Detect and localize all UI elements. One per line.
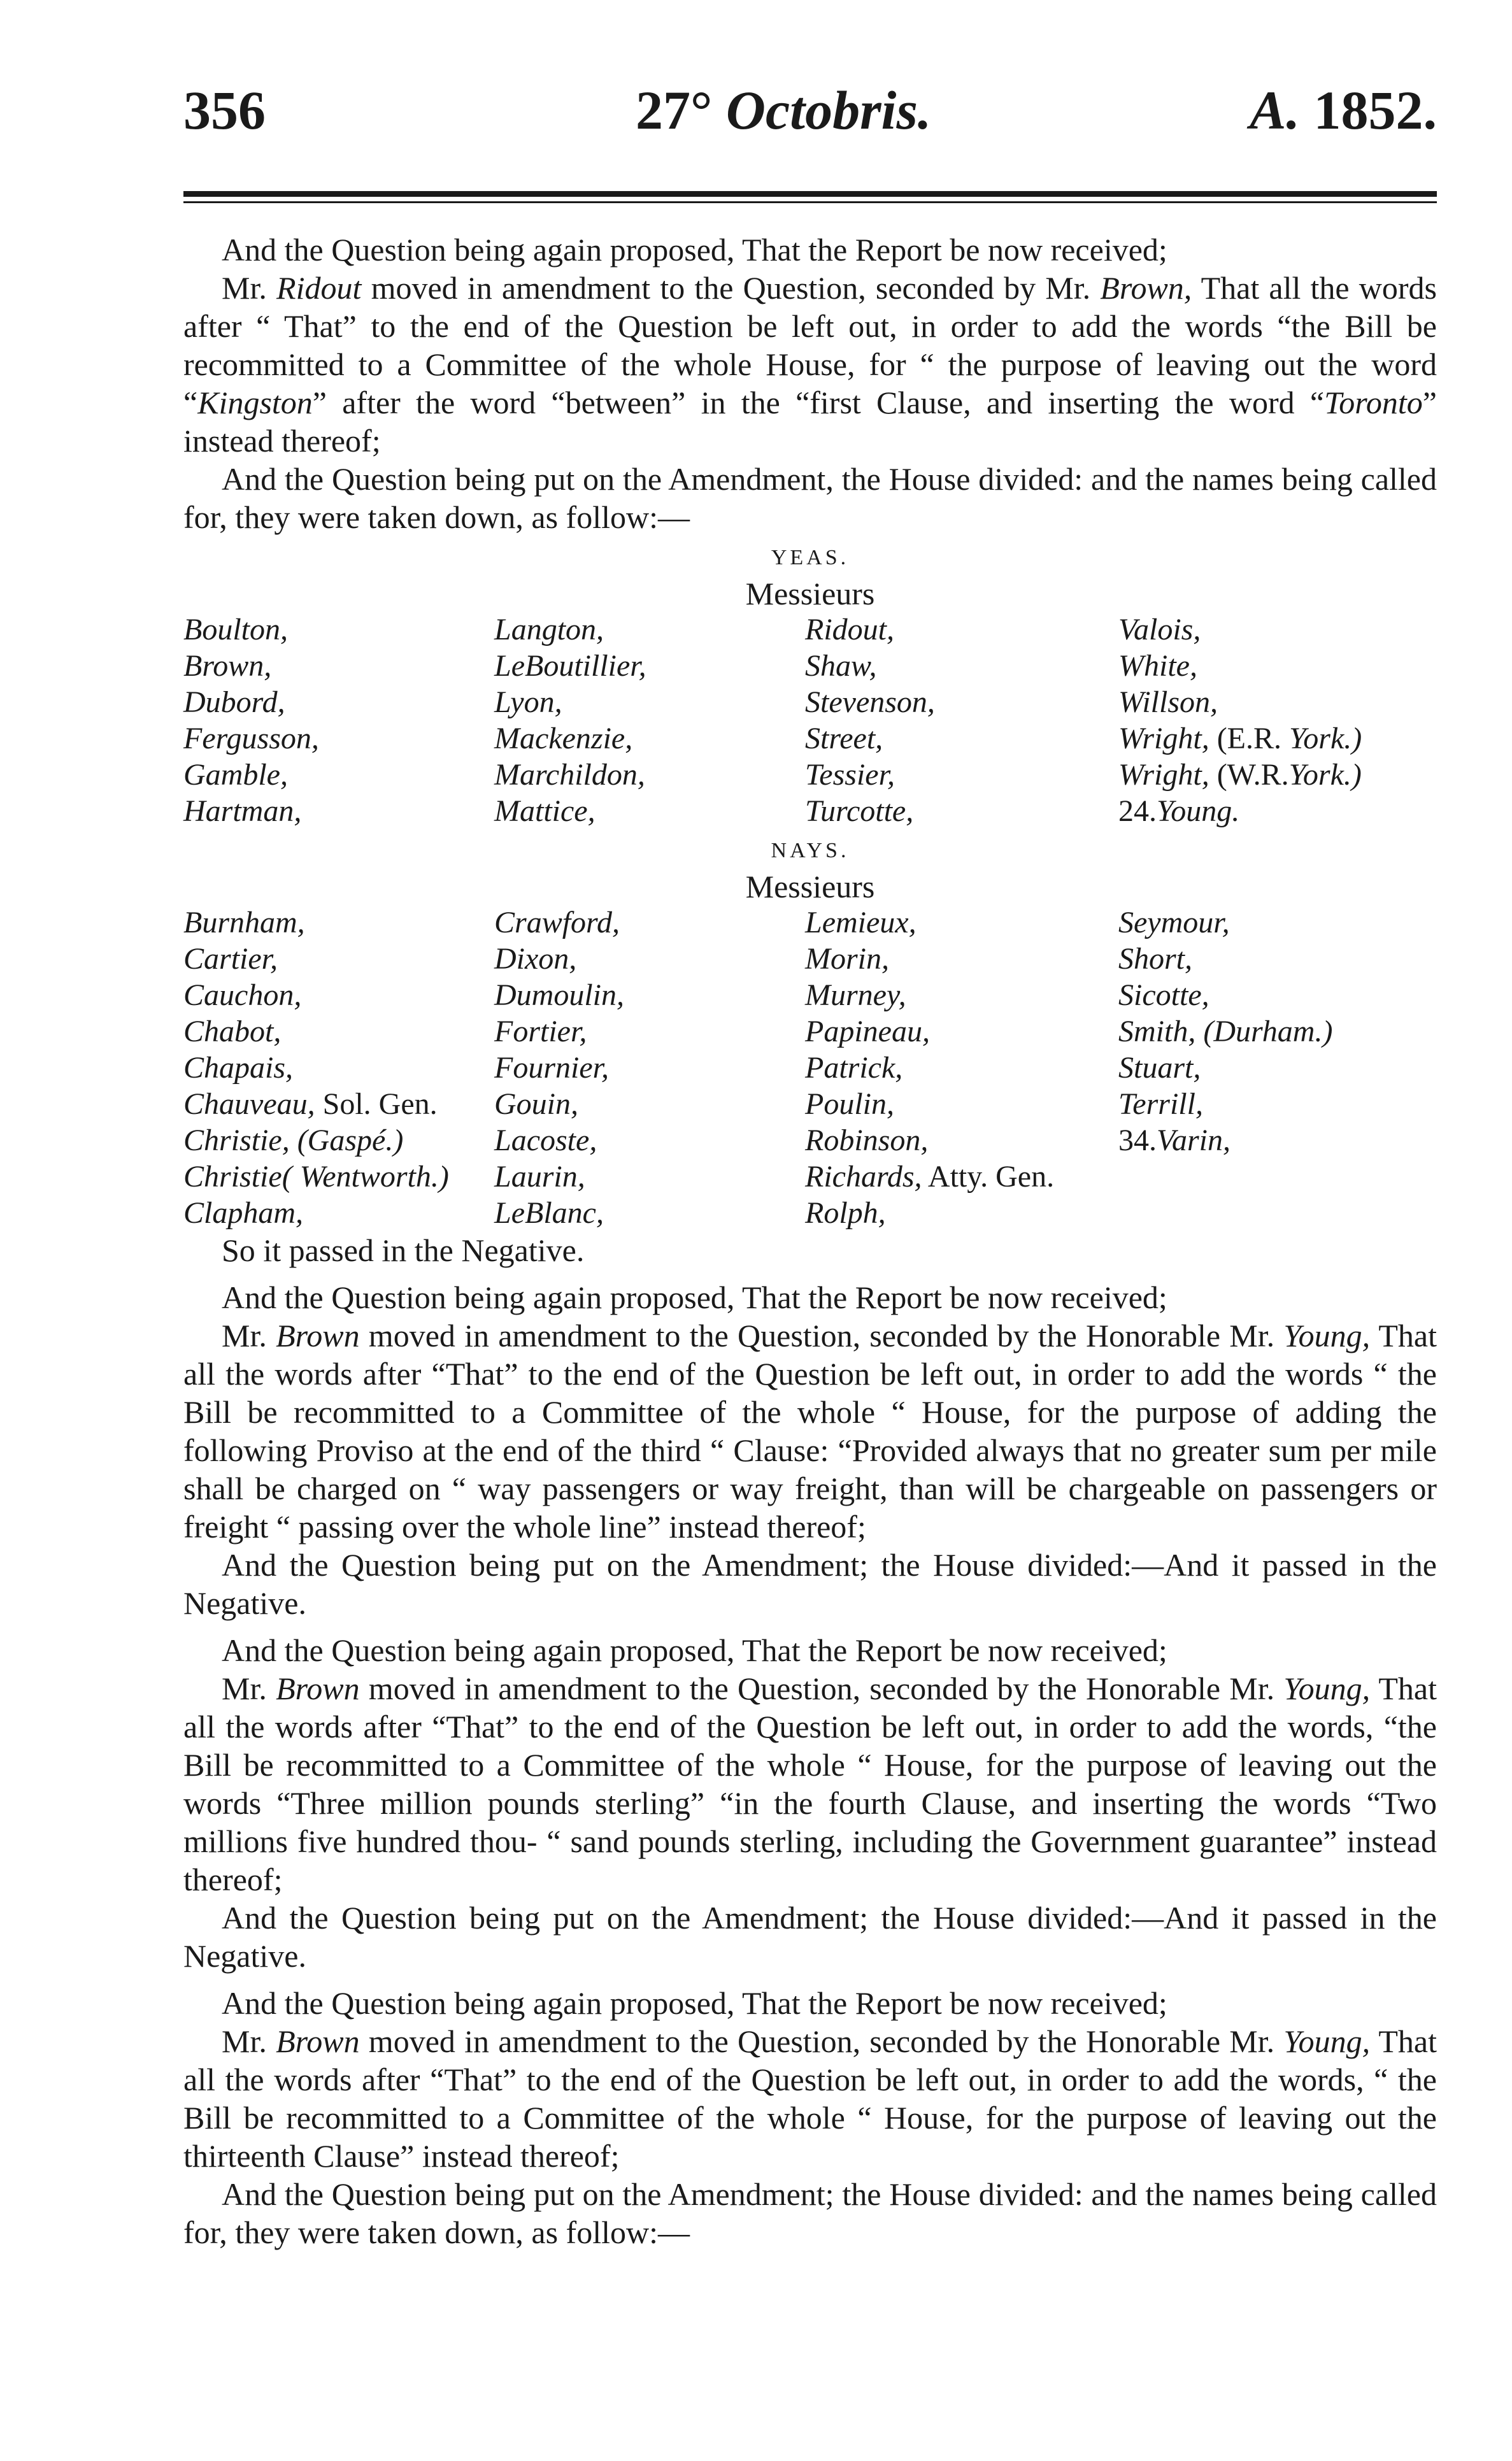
- name-cell: [183, 720, 494, 757]
- name-cell: [805, 757, 1118, 793]
- name-row: [183, 1122, 1437, 1159]
- member-name: Shaw,: [805, 649, 877, 683]
- name-cell: [1118, 1013, 1437, 1050]
- name-row: [183, 977, 1437, 1013]
- member-name: Dixon,: [494, 942, 577, 976]
- member-suffix: Atty. Gen.: [922, 1160, 1055, 1194]
- header-rule-thin: [183, 201, 1437, 203]
- name-cell: [494, 720, 805, 757]
- name-row: [183, 1086, 1437, 1122]
- member-name: Varin,: [1157, 1124, 1231, 1157]
- paragraph-amendment-4: [183, 2022, 1437, 2175]
- nays-messieurs: Messieurs: [745, 869, 875, 904]
- member-name: Street,: [805, 722, 883, 755]
- seconder-name: Young,: [1283, 1671, 1371, 1706]
- name-cell: [183, 1195, 494, 1231]
- name-cell: [183, 1086, 494, 1122]
- member-name: Fournier,: [494, 1051, 609, 1085]
- vote-count: 24.: [1118, 794, 1157, 828]
- name-cell: [805, 1195, 1118, 1231]
- page-number: 356: [183, 80, 266, 141]
- text-mr: Mr.: [222, 270, 267, 306]
- name-cell: [805, 1086, 1118, 1122]
- paragraph-division-3: And the Question being put on the Amendment; the House divided:—And it passed in the Negative.: [183, 1900, 1437, 1974]
- mover-name: Brown: [276, 2023, 360, 2059]
- member-name: Lemieux,: [805, 906, 916, 939]
- name-cell: [805, 611, 1118, 648]
- member-name: Willson,: [1118, 685, 1218, 719]
- member-name: Chauveau,: [183, 1087, 315, 1121]
- name-cell: [183, 977, 494, 1013]
- name-row: [183, 941, 1437, 977]
- member-name: Lyon,: [494, 685, 562, 719]
- member-name: Terrill,: [1118, 1087, 1203, 1121]
- name-cell: [805, 684, 1118, 720]
- quoted-word: Toronto: [1324, 385, 1423, 420]
- header-year: [1250, 75, 1437, 145]
- yeas-table: [183, 611, 1437, 829]
- member-name: Chabot,: [183, 1015, 282, 1048]
- amendment-text: moved in amendment to the Question, seconded by Mr.: [371, 270, 1091, 306]
- amendment-text: moved in amendment to the Question, seconded by the Honorable Mr.: [368, 1671, 1275, 1706]
- text-mr: Mr.: [222, 1671, 267, 1706]
- name-cell: [1118, 720, 1437, 757]
- page-header: [183, 75, 1437, 145]
- name-cell: [1118, 1086, 1437, 1122]
- name-cell: [1118, 648, 1437, 684]
- member-name: Sicotte,: [1118, 978, 1209, 1012]
- name-cell: [1118, 977, 1437, 1013]
- name-cell: [1118, 793, 1437, 829]
- member-name: Seymour,: [1118, 906, 1230, 939]
- name-cell: [1118, 757, 1437, 793]
- name-cell: [1118, 941, 1437, 977]
- header-month: Octobris.: [725, 80, 932, 141]
- text-mr: Mr.: [222, 2023, 267, 2059]
- name-cell: [805, 904, 1118, 941]
- name-cell: [183, 684, 494, 720]
- member-name: Cartier,: [183, 942, 278, 976]
- member-name: Brown,: [183, 649, 272, 683]
- paragraph-division-4: And the Question being put on the Amendment; the House divided: and the names being called for, they were taken down, as follow:—: [183, 2176, 1437, 2250]
- amendment-text: That all the words after “That” to the end of the Question be left out, in order to add the words, “the Bill be recommitted to a Committee of the whole “ House, for the purpose of leaving out the words “Three million pounds sterling” “in the fourth Clause, and inserting the words “Two millions five hundred thou- “ sand pounds sterling, including the Government guarantee” instead thereof;: [183, 1671, 1437, 1897]
- member-name: Langton,: [494, 613, 604, 646]
- name-cell: [805, 720, 1118, 757]
- member-name: Ridout,: [805, 613, 894, 646]
- member-riding: York.): [1289, 722, 1362, 755]
- member-name: Wright,: [1118, 758, 1209, 792]
- vote-count: 34.: [1118, 1124, 1157, 1157]
- member-name: Mackenzie,: [494, 722, 633, 755]
- header-day: 27°: [636, 80, 713, 141]
- name-row: [183, 1195, 1437, 1231]
- name-cell: [1118, 1122, 1437, 1159]
- header-era: A.: [1250, 80, 1300, 141]
- member-name: Tessier,: [805, 758, 895, 792]
- paragraph-amendment-3: [183, 1669, 1437, 1899]
- header-year-number: 1852.: [1313, 80, 1437, 141]
- name-cell: [183, 1013, 494, 1050]
- name-cell: [494, 793, 805, 829]
- member-name: Stuart,: [1118, 1051, 1201, 1085]
- member-name: Hartman,: [183, 794, 302, 828]
- name-row: [183, 611, 1437, 648]
- member-name: Burnham,: [183, 906, 305, 939]
- name-row: [183, 904, 1437, 941]
- member-name: Marchildon,: [494, 758, 645, 792]
- name-row: [183, 684, 1437, 720]
- mover-name: Brown: [276, 1318, 360, 1353]
- member-name: Murney,: [805, 978, 906, 1012]
- amendment-text: That all the words after “That” to the end of the Question be left out, in order to add the words, “ the Bill be recommitted to a Committee of the whole “ House, for the purpose of leaving out the thirteenth Clause” instead thereof;: [183, 2023, 1437, 2174]
- name-cell: [494, 977, 805, 1013]
- member-name: Fortier,: [494, 1015, 587, 1048]
- name-cell: [494, 648, 805, 684]
- member-name: Young.: [1157, 794, 1240, 828]
- name-cell: [183, 648, 494, 684]
- amendment-text: That all the words after “That” to the end of the Question be left out, in order to add the words “ the Bill be recommitted to a Committee of the whole “ House, for the purpose of adding the following Proviso at the end of the third “ Clause: “Provided always that no greater sum per mile shall be charged on “ way passengers or way freight, than will be chargeable on passengers or freight “ passing over the whole line” instead thereof;: [183, 1318, 1437, 1544]
- name-cell: [1118, 1050, 1437, 1086]
- name-cell: [494, 1013, 805, 1050]
- name-cell: [805, 648, 1118, 684]
- page-body: [183, 231, 1437, 2251]
- seconder-name: Young,: [1283, 2023, 1371, 2059]
- member-name: Mattice,: [494, 794, 596, 828]
- name-row: [183, 648, 1437, 684]
- name-row: [183, 720, 1437, 757]
- name-cell: [183, 793, 494, 829]
- header-date: [636, 75, 931, 145]
- member-suffix: Sol. Gen.: [315, 1087, 438, 1121]
- name-cell: [805, 793, 1118, 829]
- mover-name: Ridout: [276, 270, 362, 306]
- member-name: Cauchon,: [183, 978, 302, 1012]
- name-cell: [183, 1050, 494, 1086]
- text-mr: Mr.: [222, 1318, 267, 1353]
- member-name: Wright,: [1118, 722, 1209, 755]
- name-row: [183, 1050, 1437, 1086]
- member-name: Dumoulin,: [494, 978, 624, 1012]
- name-cell: [494, 684, 805, 720]
- member-name: Gamble,: [183, 758, 288, 792]
- name-cell: [494, 1195, 805, 1231]
- member-name: Turcotte,: [805, 794, 914, 828]
- name-cell: [494, 1050, 805, 1086]
- name-cell: [1118, 904, 1437, 941]
- member-name: Gouin,: [494, 1087, 578, 1121]
- nays-table: [183, 904, 1437, 1231]
- member-name: Valois,: [1118, 613, 1201, 646]
- paragraph-question-1: And the Question being again proposed, That the Report be now received;: [222, 232, 1167, 268]
- seconder-name: Young,: [1283, 1318, 1371, 1353]
- name-cell: [494, 941, 805, 977]
- name-cell: [1118, 1195, 1437, 1231]
- member-name: Christie, (Gaspé.): [183, 1124, 404, 1157]
- member-name: Richards,: [805, 1160, 922, 1194]
- member-name: Christie( Wentworth.): [183, 1160, 449, 1194]
- member-name: Dubord,: [183, 685, 285, 719]
- paragraph-amendment-1: [183, 269, 1437, 460]
- amendment-text: ” after the word “between” in the “first Clause, and inserting the word “: [312, 385, 1325, 420]
- member-name: LeBlanc,: [494, 1196, 604, 1230]
- amendment-text: moved in amendment to the Question, seconded by the Honorable Mr.: [368, 1318, 1275, 1353]
- header-rule-thick: [183, 191, 1437, 197]
- member-name: White,: [1118, 649, 1197, 683]
- name-cell: [805, 1122, 1118, 1159]
- name-cell: [183, 1159, 494, 1195]
- name-cell: [494, 1086, 805, 1122]
- member-name: Crawford,: [494, 906, 620, 939]
- member-name: Boulton,: [183, 613, 288, 646]
- yeas-messieurs: Messieurs: [745, 576, 875, 611]
- name-row: [183, 793, 1437, 829]
- name-cell: [494, 611, 805, 648]
- yeas-label: YEAS.: [771, 546, 850, 569]
- name-row: [183, 757, 1437, 793]
- name-cell: [183, 757, 494, 793]
- amendment-text: That all the words after “ That” to the end of the Question be left out, in order to add the words “the Bill be recommitted to a Committee of the whole House, for “ the purpose of leaving out the word “: [183, 270, 1437, 420]
- paragraph-division-2: And the Question being put on the Amendment; the House divided:—And it passed in the Negative.: [183, 1547, 1437, 1621]
- name-cell: [494, 1122, 805, 1159]
- name-cell: [183, 611, 494, 648]
- member-name: LeBoutillier,: [494, 649, 646, 683]
- mover-name: Brown: [276, 1671, 360, 1706]
- member-name: Laurin,: [494, 1160, 585, 1194]
- member-name: Poulin,: [805, 1087, 894, 1121]
- member-suffix: (E.R.: [1209, 722, 1290, 755]
- member-name: Patrick,: [805, 1051, 903, 1085]
- name-cell: [183, 904, 494, 941]
- name-cell: [183, 1122, 494, 1159]
- name-row: [183, 1013, 1437, 1050]
- member-name: Short,: [1118, 942, 1193, 976]
- name-cell: [805, 1050, 1118, 1086]
- member-name: Rolph,: [805, 1196, 886, 1230]
- name-cell: [183, 941, 494, 977]
- member-name: Smith, (Durham.): [1118, 1015, 1333, 1048]
- paragraph-question-3: And the Question being again proposed, That the Report be now received;: [222, 1632, 1167, 1668]
- member-name: Chapais,: [183, 1051, 294, 1085]
- vote-result: So it passed in the Negative.: [222, 1232, 585, 1268]
- name-cell: [805, 1013, 1118, 1050]
- name-cell: [494, 904, 805, 941]
- member-name: Papineau,: [805, 1015, 930, 1048]
- member-name: Lacoste,: [494, 1124, 597, 1157]
- name-cell: [494, 757, 805, 793]
- member-suffix: (W.R.: [1209, 758, 1289, 792]
- member-name: Morin,: [805, 942, 889, 976]
- paragraph-amendment-2: [183, 1316, 1437, 1546]
- member-name: Robinson,: [805, 1124, 929, 1157]
- name-cell: [1118, 684, 1437, 720]
- name-cell: [805, 1159, 1118, 1195]
- seconder-name: Brown,: [1100, 270, 1192, 306]
- amendment-text: ” instead thereof;: [183, 385, 1437, 459]
- nays-label: NAYS.: [771, 839, 850, 862]
- amendment-text: moved in amendment to the Question, seconded by the Honorable Mr.: [368, 2023, 1275, 2059]
- name-row: [183, 1159, 1437, 1195]
- name-cell: [1118, 611, 1437, 648]
- member-riding: York.): [1288, 758, 1362, 792]
- quoted-word: Kingston: [197, 385, 313, 420]
- paragraph-question-4: And the Question being again proposed, That the Report be now received;: [222, 1985, 1167, 2021]
- paragraph-division-1: And the Question being put on the Amendment, the House divided: and the names being called for, they were taken down, as follow:—: [183, 461, 1437, 535]
- paragraph-question-2: And the Question being again proposed, That the Report be now received;: [222, 1280, 1167, 1315]
- name-cell: [1118, 1159, 1437, 1195]
- member-name: Stevenson,: [805, 685, 935, 719]
- member-name: Fergusson,: [183, 722, 319, 755]
- member-name: Clapham,: [183, 1196, 304, 1230]
- name-cell: [494, 1159, 805, 1195]
- name-cell: [805, 941, 1118, 977]
- name-cell: [805, 977, 1118, 1013]
